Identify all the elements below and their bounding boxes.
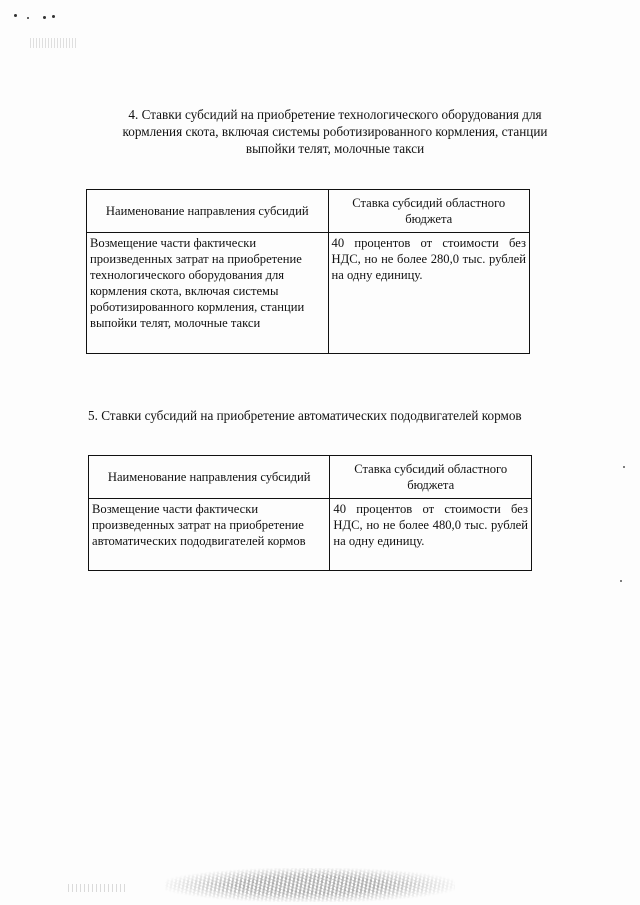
section-4-heading-line-1: 4. Ставки субсидий на приобретение технологического оборудования для [128, 107, 542, 122]
scan-speck [623, 466, 625, 468]
scan-noise [30, 38, 78, 48]
section-4-heading-line-3: выпойки телят, молочные такси [245, 141, 425, 156]
section-4-heading [100, 106, 570, 157]
direction-name-cell: Возмещение части фактически произведенных затрат на приобретение автоматических пододвигателей кормов [89, 499, 330, 571]
table-row [89, 499, 532, 571]
scan-speck [14, 14, 17, 17]
section-4-heading-line-2: кормления скота, включая системы роботизированного кормления, станции [122, 124, 548, 139]
header-direction-name: Наименование направления субсидий [87, 190, 329, 233]
scan-noise [68, 884, 128, 892]
section-5-heading: 5. Ставки субсидий на приобретение автоматических пододвигателей кормов [88, 408, 522, 423]
subsidy-rate-cell: 40 процентов от стоимости без НДС, но не более 480,0 тыс. рублей на одну единицу. [330, 499, 532, 571]
table-header-row [89, 456, 532, 499]
section-5-table [88, 455, 532, 571]
scan-speck [52, 15, 55, 18]
table-row [87, 233, 530, 354]
scan-noise [165, 868, 455, 902]
direction-name-cell: Возмещение части фактически произведенных затрат на приобретение технологического оборудования для кормления скота, включая системы роботизированного кормления, станции выпойки телят, молочные такси [87, 233, 329, 354]
header-direction-name: Наименование направления субсидий [89, 456, 330, 499]
scan-speck [43, 16, 46, 19]
subsidy-rate-cell: 40 процентов от стоимости без НДС, но не более 280,0 тыс. рублей на одну единицу. [328, 233, 529, 354]
scan-speck [620, 580, 622, 582]
section-4-table [86, 189, 530, 354]
table-header-row [87, 190, 530, 233]
header-subsidy-rate: Ставка субсидий областного бюджета [330, 456, 532, 499]
header-subsidy-rate: Ставка субсидий областного бюджета [328, 190, 529, 233]
scan-speck [27, 17, 29, 19]
